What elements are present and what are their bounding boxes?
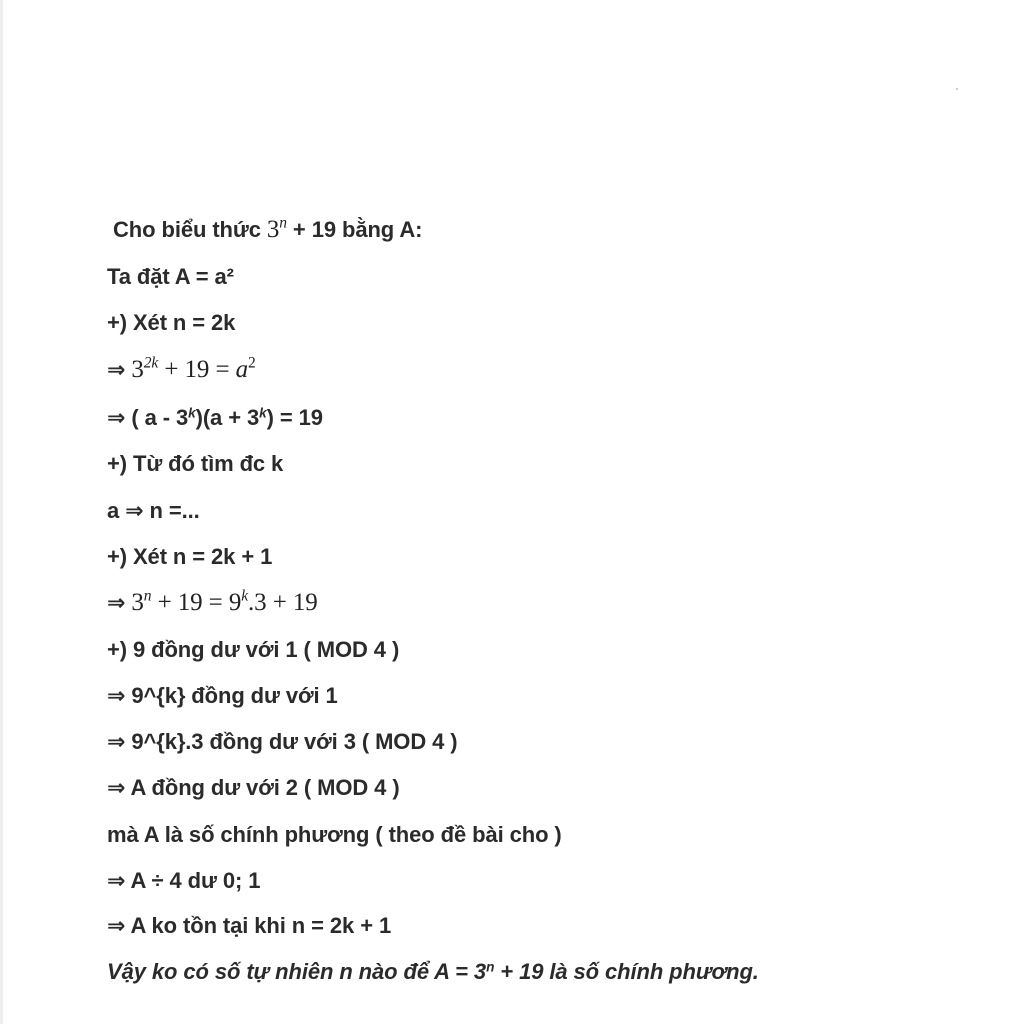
line-even-equation: ⇒ $3^{2k} + 19 = a^2$ (107, 354, 256, 383)
line-perfect-square: mà A là số chính phương ( theo đề bài cho ) (107, 822, 562, 847)
line-case-odd: +) Xét n = 2k + 1 (107, 544, 273, 569)
line-case-even: +) Xét n = 2k (107, 310, 236, 335)
line-find-k: +) Từ đó tìm đc k (107, 451, 284, 476)
math-base: 3 (266, 216, 280, 243)
line-mod-a: ⇒ A đồng dư với 2 ( MOD 4 ) (107, 775, 400, 800)
line-find-n: a ⇒ n =... (107, 498, 200, 523)
line-problem-statement: Cho biểu thức $3^n + 19$ bằng A: (113, 214, 423, 243)
line-mod-9: +) 9 đồng dư với 1 ( MOD 4 ) (107, 637, 400, 662)
line-odd-equation: ⇒ $3^n + 19 = 9^k.3 + 19$ (107, 587, 318, 616)
line-remainder: ⇒ A ÷ 4 dư 0; 1 (107, 868, 261, 893)
math-exponent: n (279, 214, 287, 232)
line-set-a: Ta đặt A = a² (107, 264, 234, 289)
page-left-edge (0, 0, 3, 1024)
line-mod-9k-3: ⇒ 9^{k}.3 đồng dư với 3 ( MOD 4 ) (107, 729, 458, 754)
line-mod-9k: ⇒ 9^{k} đồng dư với 1 (107, 683, 338, 708)
line-conclusion: Vậy ko có số tự nhiên n nào để $A = 3^n + 19$ là số chính phương. (107, 959, 759, 984)
line-factorization: ⇒ ( $a - 3^k)(a + 3^k) = 19$ (107, 405, 323, 430)
line-not-exist: ⇒ A ko tồn tại khi n = 2k + 1 (107, 913, 392, 938)
decorative-dot (956, 88, 958, 90)
